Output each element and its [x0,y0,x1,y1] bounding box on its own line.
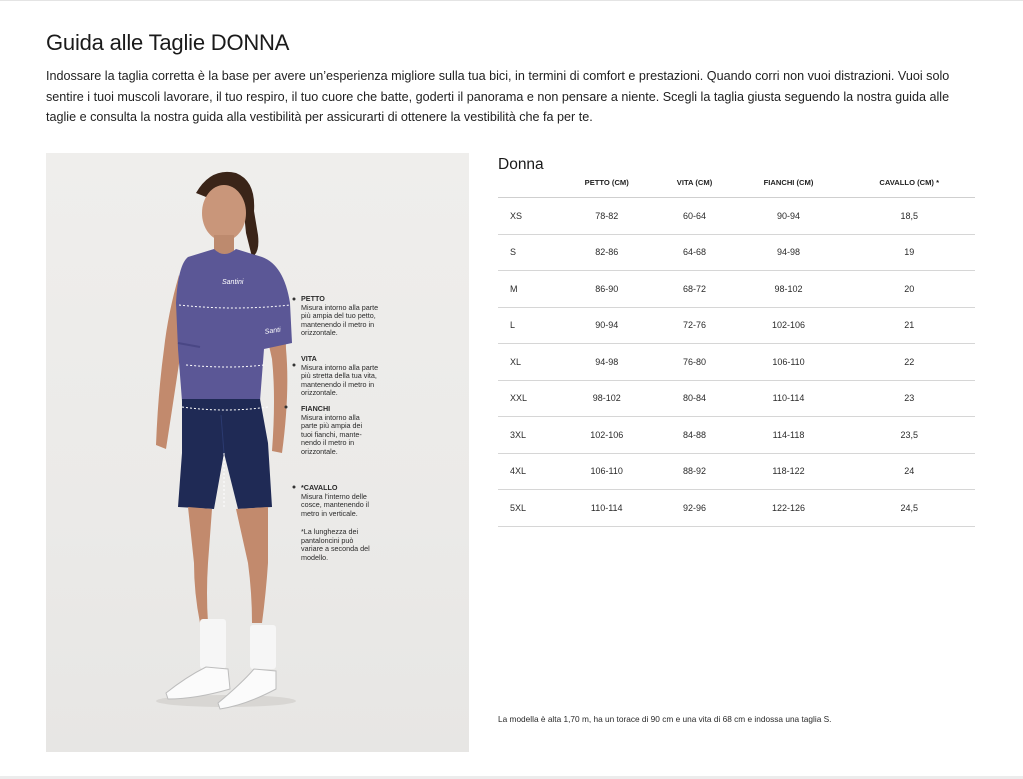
vita-value: 88-92 [655,453,733,490]
callout-description: Misura intorno alla parte più stretta della tua vita, mantenendo il metro in orizzontale. [301,362,379,398]
table-row [498,380,975,417]
petto-value: 94-98 [558,344,655,381]
cavallo-value: 24 [843,453,975,490]
callout-fianchi [301,405,371,457]
petto-value: 106-110 [558,453,655,490]
table-row [498,344,975,381]
cavallo-value: 19 [843,234,975,271]
page-title: Guida alle Taglie DONNA [46,30,290,55]
cavallo-value: 22 [843,344,975,381]
cavallo-value: 24,5 [843,490,975,527]
table-row [498,307,975,344]
petto-value: 110-114 [558,490,655,527]
size-table-title: Donna [498,156,544,173]
size-label: 3XL [498,417,558,454]
intro-paragraph: Indossare la taglia corretta è la base per avere un’esperienza migliore sulla tua bici, in termini di comfort e prestazioni. Quando corri non vuoi distrazioni. Vuoi solo sentire i tuoi muscoli lavorare, il tuo respiro, il tuo cuore che batte, goderti il panorama e non pensare a niente. Scegli la taglia giusta seguendo la nostra guida alle taglie e consulta la nostra guida alla vestibilità per assicurarti di ottenere la vestibilità che fa per te. [46,69,950,124]
fianchi-value: 114-118 [734,417,844,454]
column-header-cavallo: CAVALLO (CM) * [843,168,975,198]
model-footnote: La modella è alta 1,70 m, ha un torace di 90 cm e una vita di 68 cm e indossa una taglia S. [498,714,832,724]
cavallo-value: 23 [843,380,975,417]
vita-value: 84-88 [655,417,733,454]
jersey-logo: Santini [222,279,244,286]
vita-value: 72-76 [655,307,733,344]
top-divider [0,0,1023,1]
size-table [498,168,975,527]
table-row [498,453,975,490]
table-header-row [498,168,975,198]
callout-title: FIANCHI [301,404,331,413]
column-header-vita: VITA (CM) [655,168,733,198]
size-label: XS [498,198,558,235]
callout-title: *CAVALLO [301,483,338,492]
fianchi-value: 110-114 [734,380,844,417]
vita-value: 80-84 [655,380,733,417]
table-row [498,234,975,271]
vita-value: 68-72 [655,271,733,308]
column-header-size [498,168,558,198]
callout-description: Misura intorno alla parte più ampia dei tuoi fianchi, mante- nendo il metro in orizzontale. [301,412,363,456]
fianchi-value: 98-102 [734,271,844,308]
length-note: *La lunghezza dei pantaloncini può variare a seconda del modello. [301,527,370,562]
size-label: XL [498,344,558,381]
table-row [498,417,975,454]
fianchi-value: 90-94 [734,198,844,235]
petto-value: 98-102 [558,380,655,417]
callout-cavallo [301,484,377,518]
vita-value: 60-64 [655,198,733,235]
vita-value: 64-68 [655,234,733,271]
table-row [498,198,975,235]
size-label: L [498,307,558,344]
petto-value: 90-94 [558,307,655,344]
fianchi-value: 106-110 [734,344,844,381]
cavallo-value: 23,5 [843,417,975,454]
size-label: XXL [498,380,558,417]
fianchi-value: 94-98 [734,234,844,271]
fianchi-value: 118-122 [734,453,844,490]
column-header-petto: PETTO (CM) [558,168,655,198]
callout-petto [301,295,381,338]
callout-title: VITA [301,354,317,363]
petto-value: 102-106 [558,417,655,454]
callout-vita [301,355,385,398]
svg-text:Santi: Santi [264,326,282,336]
cavallo-value: 21 [843,307,975,344]
model-figure [46,153,469,752]
vita-value: 76-80 [655,344,733,381]
vita-value: 92-96 [655,490,733,527]
cavallo-value: 18,5 [843,198,975,235]
cavallo-value: 20 [843,271,975,308]
table-row [498,490,975,527]
column-header-fianchi: FIANCHI (CM) [734,168,844,198]
table-row [498,271,975,308]
callout-title: PETTO [301,294,325,303]
petto-value: 78-82 [558,198,655,235]
model-photo [46,153,469,752]
petto-value: 82-86 [558,234,655,271]
size-label: M [498,271,558,308]
size-label: S [498,234,558,271]
fianchi-value: 102-106 [734,307,844,344]
size-label: 4XL [498,453,558,490]
callout-description: Misura intorno alla parte più ampia del tuo petto, mantenendo il metro in orizzontale. [301,302,379,338]
fianchi-value: 122-126 [734,490,844,527]
callout-description: Misura l’interno delle cosce, mantenendo il metro in verticale. [301,491,369,518]
size-label: 5XL [498,490,558,527]
petto-value: 86-90 [558,271,655,308]
